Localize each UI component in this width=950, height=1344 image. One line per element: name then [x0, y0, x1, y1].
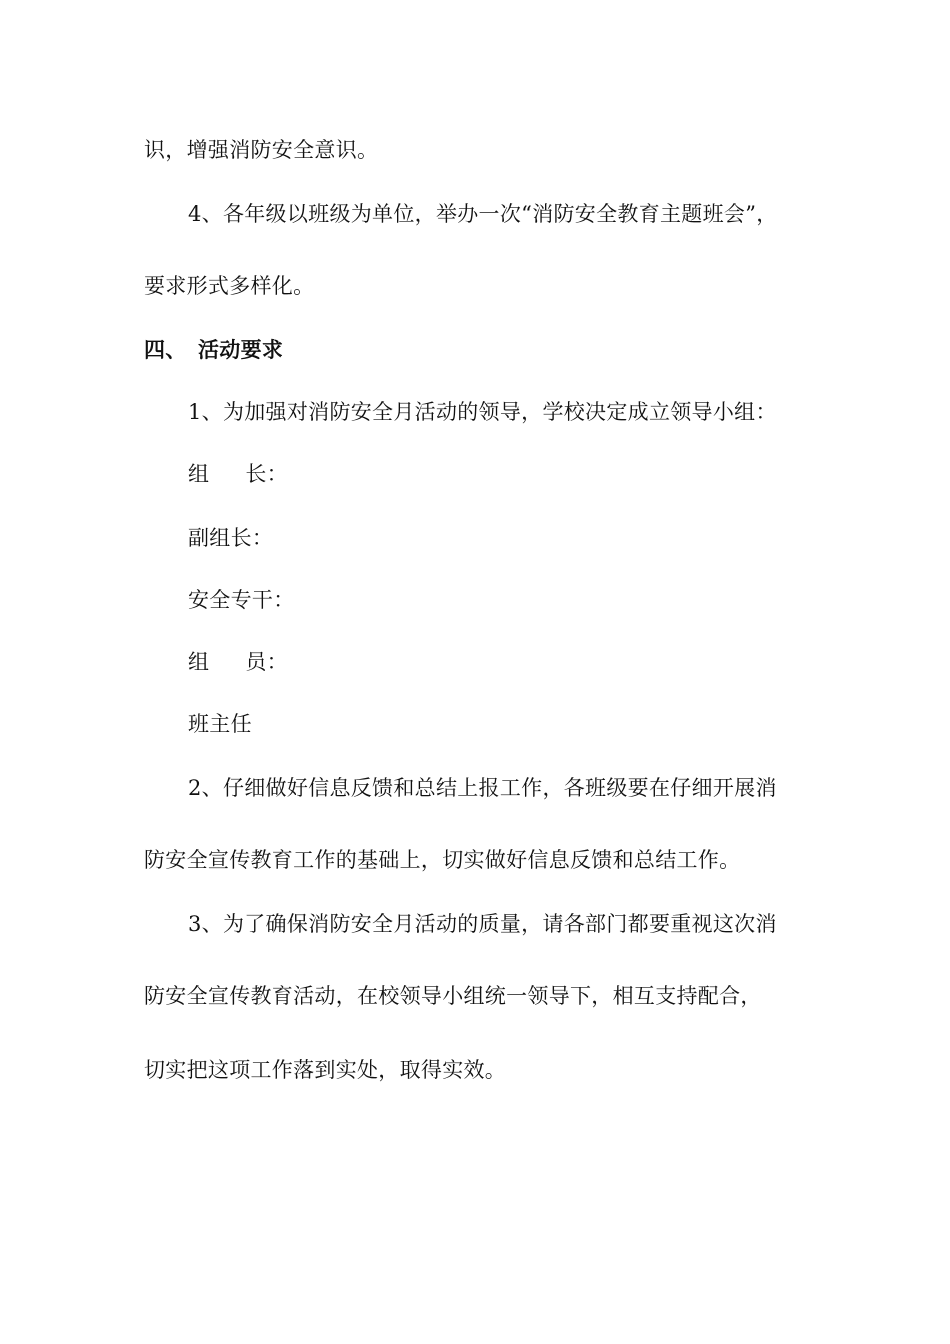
paragraph-line: 识，增强消防安全意识。 — [144, 138, 379, 162]
role-member-rest: 员： — [245, 650, 288, 674]
paragraph-line: 要求形式多样化。 — [144, 274, 315, 298]
section-heading-number: 四、 — [144, 338, 187, 362]
role-class-teacher: 班主任 — [188, 712, 252, 736]
paragraph-line: 2、仔细做好信息反馈和总结上报工作，各班级要在仔细开展消 — [188, 776, 777, 800]
role-deputy: 副组长： — [188, 526, 274, 550]
paragraph-line: 切实把这项工作落到实处，取得实效。 — [144, 1058, 507, 1082]
paragraph-line: 3、为了确保消防安全月活动的质量，请各部门都要重视这次消 — [188, 912, 777, 936]
paragraph-line: 防安全宣传教育活动，在校领导小组统一领导下，相互支持配合， — [144, 984, 762, 1008]
paragraph-line: 防安全宣传教育工作的基础上，切实做好信息反馈和总结工作。 — [144, 848, 741, 872]
role-member — [188, 648, 288, 676]
role-leader-char: 组 — [188, 462, 210, 486]
role-leader-rest: 长： — [245, 462, 288, 486]
section-heading — [144, 336, 283, 364]
role-leader — [188, 460, 288, 488]
section-heading-text: 活动要求 — [198, 338, 284, 362]
paragraph-line: 4、各年级以班级为单位，举办一次“消防安全教育主题班会”， — [188, 202, 778, 226]
role-member-char: 组 — [188, 650, 210, 674]
paragraph-line: 1、为加强对消防安全月活动的领导，学校决定成立领导小组： — [188, 400, 777, 424]
role-safety-officer: 安全专干： — [188, 588, 295, 612]
